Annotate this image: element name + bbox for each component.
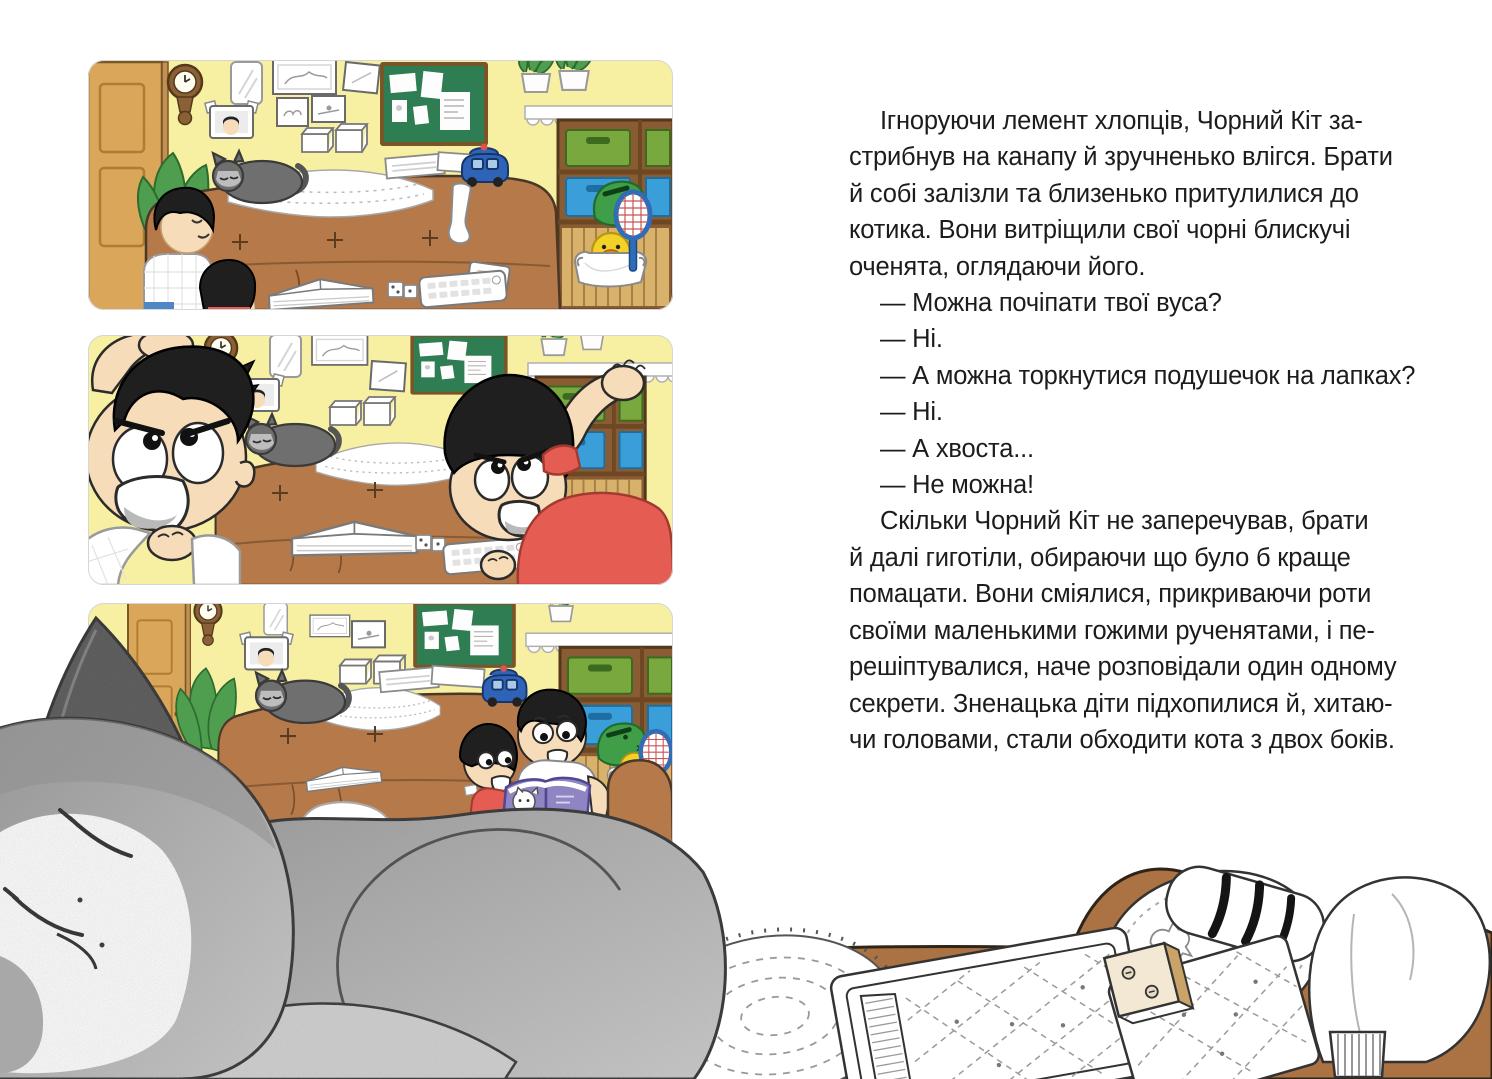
story-line: Скільки Чорний Кіт не заперечував, брати: [880, 507, 1369, 536]
dialogue-line: — Ні.: [880, 398, 943, 427]
dialogue-line: — Не можна!: [880, 471, 1034, 500]
story-text: [849, 103, 1415, 758]
couch-with-pillows: [690, 856, 1492, 1079]
story-line: Ігноруючи лемент хлопців, Чорний Кіт за-: [880, 107, 1363, 135]
story-line: секрети. Зненацька діти підхопилися й, хитаю-: [849, 689, 1393, 718]
story-line: оченята, оглядаючи його.: [849, 252, 1146, 281]
story-line: стрибнув на канапу й зручненько влігся. Брати: [849, 143, 1393, 172]
dialogue-line: — Можна почіпати твої вуса?: [880, 289, 1222, 318]
story-line: своїми маленькими гожими рученятами, і пе-: [849, 616, 1375, 645]
dialogue-line: — А можна торкнутися подушечок на лапках?: [880, 361, 1416, 390]
comic-panel-2: [88, 335, 673, 585]
story-line: й собі залізли та близенько притулилися до: [849, 179, 1359, 208]
dialogue-line: — А хвоста...: [880, 434, 1034, 463]
story-line: решіптувалися, наче розповідали один одному: [849, 653, 1397, 682]
story-line: й далі гиготіли, обираючи що було б краще: [849, 543, 1351, 572]
giant-sleeping-cat: [0, 598, 760, 1079]
dialogue-line: — Ні.: [880, 325, 943, 354]
younger-brother-peeking: [200, 260, 255, 310]
older-brother-grimacing: [88, 335, 258, 585]
story-line: котика. Вони витріщили свої чорні блискучі: [849, 216, 1351, 245]
story-line: чи головами, стали обходити кота з двох боків.: [849, 725, 1395, 754]
story-line: помацати. Вони сміялися, прикриваючи роти: [849, 580, 1372, 609]
comic-panel-1: [88, 60, 673, 310]
